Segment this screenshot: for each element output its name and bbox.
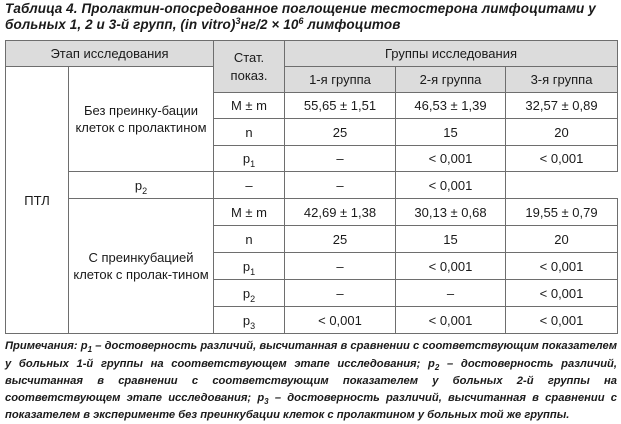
value-cell: 15 — [396, 226, 506, 253]
value-cell: 15 — [396, 119, 506, 146]
stage-cell-1: Без преинку-бации клеток с пролактином — [69, 67, 214, 172]
value-cell: – — [285, 146, 396, 172]
stat-cell: n — [214, 119, 285, 146]
table-row — [6, 199, 618, 226]
value-cell: 55,65 ± 1,51 — [285, 93, 396, 119]
value-cell: – — [214, 172, 285, 199]
stat-cell: $p_1$ — [214, 253, 285, 280]
value-cell: – — [285, 280, 396, 307]
stat-cell: M ± m — [214, 93, 285, 119]
value-cell: < 0,001 — [396, 253, 506, 280]
value-cell: < 0,001 — [396, 307, 506, 334]
caption-prefix: Таблица 4. — [5, 1, 78, 16]
value-cell: < 0,001 — [285, 307, 396, 334]
value-cell: 25 — [285, 226, 396, 253]
value-cell: 42,69 ± 1,38 — [285, 199, 396, 226]
value-cell: 20 — [506, 226, 618, 253]
ptl-cell: ПТЛ — [6, 67, 69, 334]
stat-cell: M ± m — [214, 199, 285, 226]
value-cell: 19,55 ± 0,79 — [506, 199, 618, 226]
table-caption — [5, 1, 617, 33]
caption-text: Пролактин-опосредованное поглощение тестостерона лимфоцитами у больных 1, 2 и 3-й групп, (in vitro) — [5, 1, 596, 32]
caption-end: лимфоцитов — [303, 17, 401, 32]
table-row — [6, 172, 618, 199]
stat-cell: $p_3$ — [214, 307, 285, 334]
stat-cell: $p_1$ — [214, 146, 285, 172]
header-stage: Этап исследования — [6, 41, 214, 67]
header-group-1: 1-я группа — [285, 67, 396, 93]
header-group-2: 2-я группа — [396, 67, 506, 93]
header-stat: Стат. показ. — [214, 41, 285, 93]
stat-cell: n — [214, 226, 285, 253]
caption-sup-exp: 6 — [298, 16, 304, 26]
value-cell: 46,53 ± 1,39 — [396, 93, 506, 119]
value-cell: 32,57 ± 0,89 — [506, 93, 618, 119]
value-cell: < 0,001 — [506, 307, 618, 334]
data-table — [5, 40, 618, 334]
value-cell: < 0,001 — [506, 146, 618, 172]
table-notes: Примечания: $p_1$ – достоверность различий, высчитанная в сравнении с соответствующим показателем у больных 1-й группы на соответствующем этапе исследования; $p_2$ – достоверность различий, высчитанная в сравнении с соответствующим показателем у больных 2-й группы на соответствующем этапе исследования; $p_3$ – достоверность различий, высчитанная в сравнении с показателем в эксперименте без преинкубации клеток с пролактином у больных той же группы. — [5, 340, 617, 421]
header-groups: Группы исследования — [285, 41, 618, 67]
value-cell: 30,13 ± 0,68 — [396, 199, 506, 226]
caption-sup: 3 — [235, 16, 241, 26]
header-group-3: 3-я группа — [506, 67, 618, 93]
stage-cell-2: С преинкубацией клеток с пролак-тином — [69, 199, 214, 334]
value-cell: 25 — [285, 119, 396, 146]
value-cell: < 0,001 — [506, 253, 618, 280]
value-cell: < 0,001 — [506, 280, 618, 307]
value-cell: 20 — [506, 119, 618, 146]
value-cell: – — [285, 172, 396, 199]
value-cell: – — [285, 253, 396, 280]
stat-cell: $p_2$ — [69, 172, 214, 199]
value-cell: < 0,001 — [396, 172, 506, 199]
value-cell: < 0,001 — [396, 146, 506, 172]
stat-cell: $p_2$ — [214, 280, 285, 307]
caption-unit: нг/2 × 10 — [240, 17, 299, 32]
value-cell: – — [396, 280, 506, 307]
